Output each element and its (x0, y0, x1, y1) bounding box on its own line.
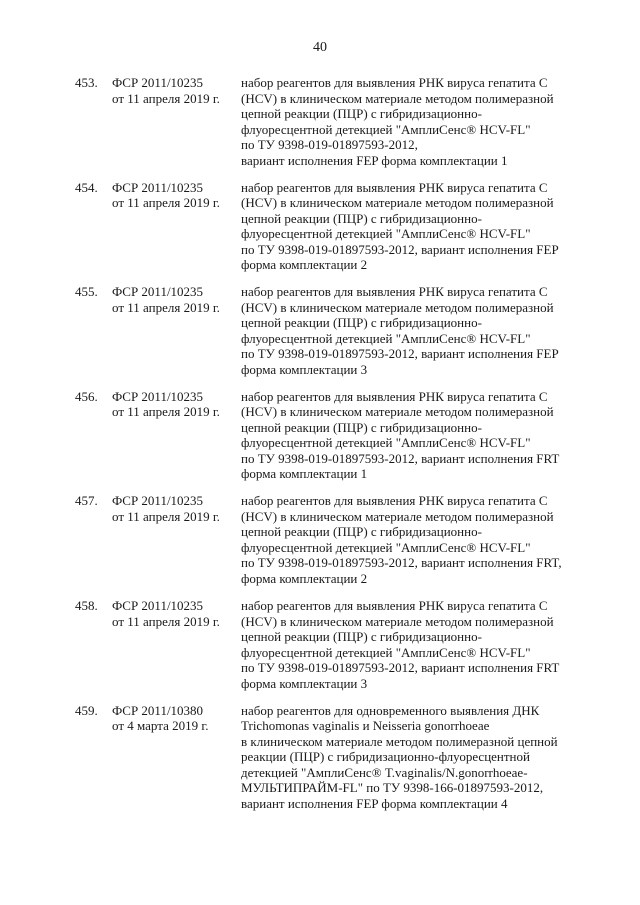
entry-number: 453. (75, 75, 98, 90)
description-line: вариант исполнения FEP форма комплектации 1 (241, 152, 508, 168)
registration-number: ФСР 2011/10235 (112, 493, 204, 509)
registration-number: ФСР 2011/10235 (112, 179, 204, 195)
description-line: флуоресцентной детекцией "АмплиСенс® HCV-FL" (241, 539, 531, 555)
description-line: цепной реакции (ПЦР) с гибридизационно- (241, 106, 482, 121)
entry-description (241, 703, 601, 812)
description-line: флуоресцентной детекцией "АмплиСенс® HCV-FL" (241, 226, 531, 242)
description-line: цепной реакции (ПЦР) с гибридизационно- (241, 419, 482, 435)
description-line: флуоресцентной детекцией "АмплиСенс® HCV-FL" (241, 330, 531, 346)
page-number: 40 (313, 40, 327, 55)
description-line: форма комплектации 2 (241, 257, 368, 273)
description-line: по ТУ 9398-019-01897593-2012, вариант исполнения FEP (241, 346, 559, 362)
description-line: по ТУ 9398-019-01897593-2012, вариант исполнения FRT (241, 660, 560, 675)
description-line: цепной реакции (ПЦР) с гибридизационно- (241, 629, 482, 644)
registration-number: ФСР 2011/10235 (112, 284, 204, 300)
registration-info (112, 180, 220, 211)
registration-info (112, 75, 220, 106)
registration-date: от 11 апреля 2019 г. (112, 90, 220, 106)
description-line: по ТУ 9398-019-01897593-2012, вариант исполнения FEP (241, 241, 559, 257)
registration-info (112, 703, 208, 734)
registration-date: от 11 апреля 2019 г. (112, 299, 220, 315)
description-line: (HCV) в клиническом материале методом полимеразной (241, 195, 554, 211)
description-line: реакции (ПЦР) с гибридизационно-флуоресцентной (241, 749, 530, 765)
description-line: цепной реакции (ПЦР) с гибридизационно- (241, 315, 482, 331)
description-line: форма комплектации 3 (241, 361, 368, 377)
description-line: (HCV) в клиническом материале методом полимеразной (241, 508, 554, 524)
registration-number: ФСР 2011/10235 (112, 75, 204, 90)
description-line: вариант исполнения FEP форма комплектации 4 (241, 795, 508, 811)
entry-number: 454. (75, 179, 98, 195)
registration-info (112, 598, 220, 629)
registration-info (112, 389, 220, 420)
description-line: (HCV) в клиническом материале методом полимеразной (241, 90, 554, 106)
description-line: цепной реакции (ПЦР) с гибридизационно- (241, 210, 482, 226)
description-line: по ТУ 9398-019-01897593-2012, вариант исполнения FRT (241, 450, 560, 466)
description-line: (HCV) в клиническом материале методом полимеразной (241, 404, 554, 420)
entry-description (241, 598, 601, 691)
registration-date: от 11 апреля 2019 г. (112, 404, 220, 420)
entry-number: 458. (75, 598, 98, 613)
description-line: флуоресцентной детекцией "АмплиСенс® HCV-FL" (241, 644, 531, 660)
description-line: форма комплектации 1 (241, 466, 368, 482)
entry-description (241, 493, 601, 586)
registration-number: ФСР 2011/10235 (112, 598, 204, 613)
description-line: набор реагентов для выявления РНК вируса гепатита С (241, 493, 548, 509)
entry-description (241, 180, 601, 273)
registration-date: от 4 марта 2019 г. (112, 718, 209, 734)
description-line: набор реагентов для выявления РНК вируса гепатита С (241, 75, 548, 90)
description-line: детекцией "АмплиСенс® T.vaginalis/N.gonorrhoeae- (241, 764, 528, 780)
entry-description (241, 75, 601, 168)
description-line: набор реагентов для выявления РНК вируса гепатита С (241, 179, 548, 195)
entry-number: 459. (75, 702, 98, 718)
description-line: (HCV) в клиническом материале методом полимеразной (241, 299, 554, 315)
description-line: форма комплектации 3 (241, 675, 368, 691)
description-line: (HCV) в клиническом материале методом полимеразной (241, 613, 554, 629)
registration-info (112, 493, 220, 524)
description-line: по ТУ 9398-019-01897593-2012, вариант исполнения FRT, (241, 555, 562, 571)
registration-date: от 11 апреля 2019 г. (112, 613, 220, 629)
entry-description (241, 284, 601, 377)
registration-number: ФСР 2011/10380 (112, 702, 204, 718)
registration-number: ФСР 2011/10235 (112, 388, 204, 404)
registration-date: от 11 апреля 2019 г. (112, 195, 220, 211)
description-line: форма комплектации 2 (241, 570, 368, 586)
description-line: в клиническом материале методом полимеразной цепной (241, 733, 558, 749)
entry-number: 455. (75, 284, 98, 300)
description-line: набор реагентов для выявления РНК вируса гепатита С (241, 284, 548, 300)
registration-info (112, 284, 220, 315)
description-line: цепной реакции (ПЦР) с гибридизационно- (241, 524, 482, 540)
entry-number: 457. (75, 493, 98, 509)
registration-date: от 11 апреля 2019 г. (112, 508, 220, 524)
description-line: по ТУ 9398-019-01897593-2012, (241, 137, 418, 152)
description-line: набор реагентов для выявления РНК вируса гепатита С (241, 598, 548, 613)
description-line: набор реагентов для выявления РНК вируса гепатита С (241, 388, 548, 404)
description-line: флуоресцентной детекцией "АмплиСенс® HCV-FL" (241, 435, 531, 451)
description-line: флуоресцентной детекцией "АмплиСенс® HCV-FL" (241, 121, 531, 137)
description-line: набор реагентов для одновременного выявления ДНК (241, 702, 540, 718)
description-line: МУЛЬТИПРАЙМ-FL" по ТУ 9398-166-01897593-2012, (241, 780, 544, 796)
description-line: Trichomonas vaginalis и Neisseria gonorrhoeae (241, 718, 490, 734)
entry-description (241, 389, 601, 482)
entry-number: 456. (75, 388, 98, 404)
